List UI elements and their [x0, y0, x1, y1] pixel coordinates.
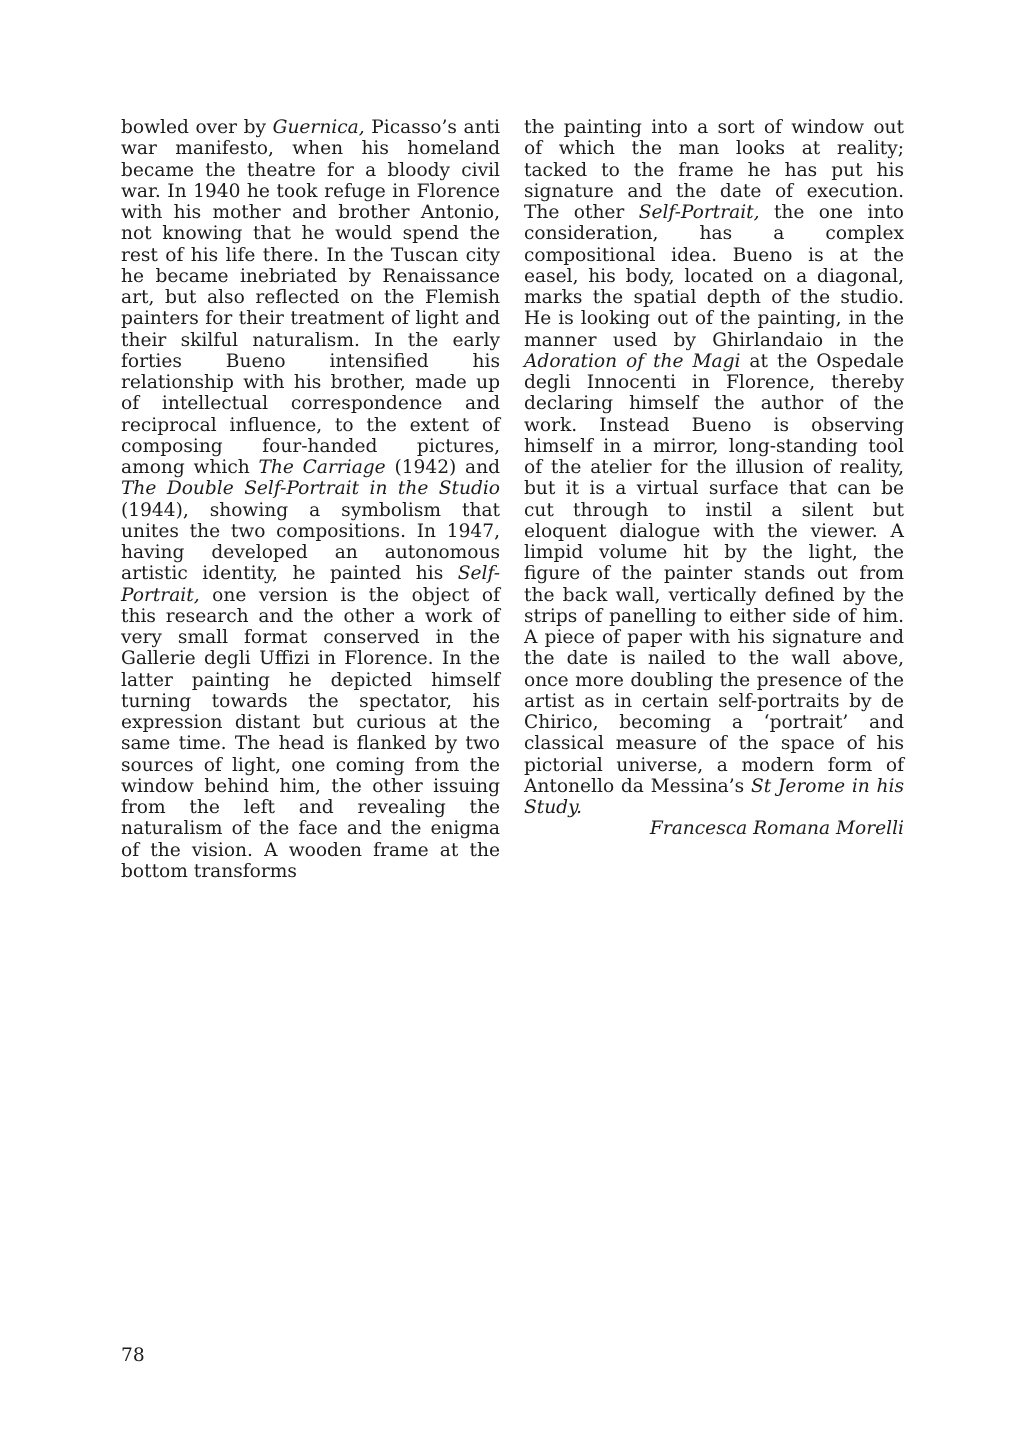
text-column-right — [524, 117, 904, 840]
italic-title: Adoration of the Magi — [524, 350, 741, 372]
italic-title: Self-Portrait, — [121, 563, 500, 606]
italic-title: The Double Self-Portrait in the Studio — [121, 478, 500, 500]
italic-title: St Jerome in his Study. — [524, 775, 904, 818]
text-run: bowled over by — [121, 117, 273, 138]
text-run: Picasso’s anti war manifesto, when his homeland became the theatre for a bloody civil war. In 1940 he took refuge in Florence with his mother and brother Antonio, not knowing that he would spend the rest of his life there. In the Tuscan city he became inebriated by Renaissance art, but also reflected on the Flemish painters for their treatment of light and their skilful naturalism. In the early forties Bueno intensified his relationship with his brother, made up of intellectual correspondence and reciprocal influence, to the extent of composing four-handed pictures, among which — [121, 117, 500, 478]
paragraph-right — [524, 117, 904, 818]
italic-title: Self-Portrait, — [638, 202, 760, 223]
author-signature: Francesca Romana Morelli — [649, 818, 904, 840]
text-run: one version is the object of this research and the other a work of very small format conserved in the Gallerie degli Uffizi in Florence. In the latter painting he depicted himself turning towards the spectator, his expression distant but curious at the same time. The head is flanked by two sources of light, one coming from the window behind him, the other issuing from the left and revealing the naturalism of the face and the enigma of the vision. A wooden frame at the bottom transforms — [121, 584, 500, 882]
italic-title: Guernica, — [272, 117, 365, 138]
text-run: the one into consideration, has a complex compositional idea. Bueno is at the easel, his body, located on a diagonal, marks the spatial depth of the studio. He is looking out of the painting, in the manner used by Ghirlandaio in the — [524, 202, 904, 351]
text-run: (1944), showing a symbolism that unites the two compositions. In 1947, having developed an autonomous artistic identity, he painted his — [121, 499, 500, 585]
text-column-left — [121, 117, 500, 882]
page-number: 78 — [121, 1345, 145, 1366]
italic-title: The Carriage — [258, 457, 386, 478]
text-run: the painting into a sort of window out of which the man looks at reality; tacked to the frame he has put his signature and the date of execution. The other — [524, 117, 904, 223]
text-run: (1942) and — [385, 457, 500, 478]
paragraph-left — [121, 117, 500, 882]
text-run: at the Ospedale degli Innocenti in Florence, thereby declaring himself the author of the work. Instead Bueno is observing himself in a mirror, long-standing tool of the atelier for the illusion of reality, but it is a virtual surface that can be cut through to instil a silent but eloquent dialogue with the viewer. A limpid volume hit by the light, the figure of the painter stands out from the back wall, vertically defined by the strips of panelling to either side of him. A piece of paper with his signature and the date is nailed to the wall above, once more doubling the presence of the artist as in certain self-portraits by de Chirico, becoming a ‘portrait’ and classical measure of the space of his pictorial universe, a modern form of Antonello da Messina’s — [524, 350, 904, 797]
